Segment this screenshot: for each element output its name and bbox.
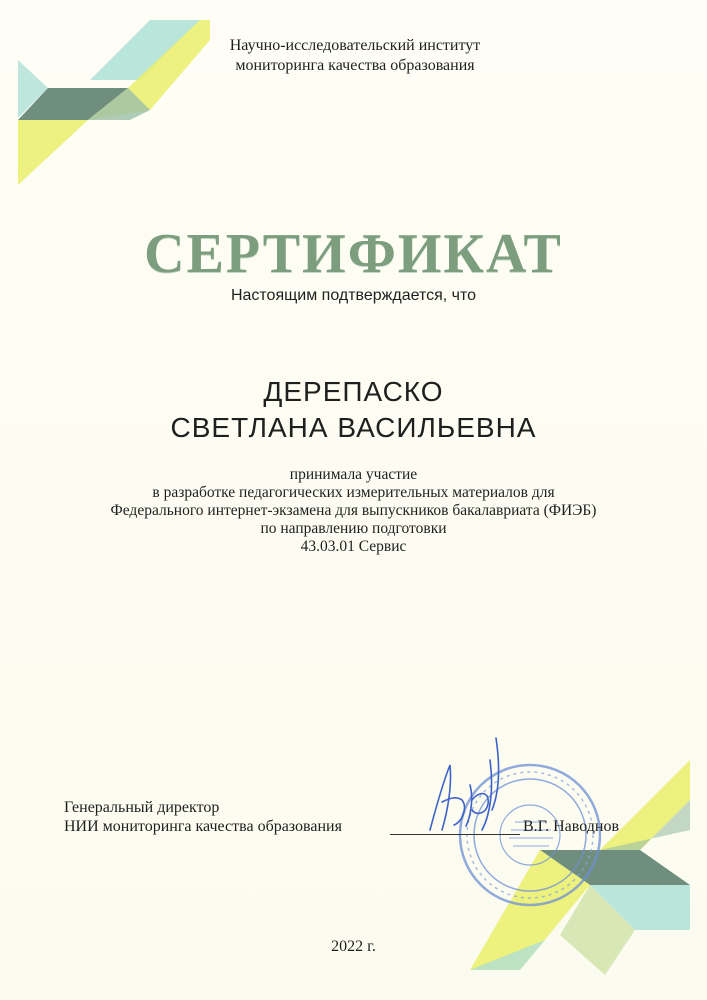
signatory-position-line2: НИИ мониторинга качества образования: [64, 818, 342, 835]
recipient-name: [0, 374, 707, 446]
certificate-year: 2022 г.: [331, 938, 376, 955]
institute-name-line1: Научно-исследовательский институт: [229, 37, 481, 54]
institute-name-line2: мониторинга качества образования: [235, 57, 475, 74]
signatory-position-line1: Генеральный директор: [64, 799, 220, 816]
certificate-body: [40, 466, 667, 556]
body-line-2: в разработке педагогических измерительных материалов для: [152, 484, 555, 501]
body-line-3: Федерального интернет-экзамена для выпускников бакалавриата (ФИЭБ): [110, 502, 597, 519]
institute-header: [170, 36, 540, 76]
recipient-surname: ДЕРЕПАСКО: [263, 376, 444, 407]
signature-line: [390, 834, 520, 835]
recipient-given-names: СВЕТЛАНА ВАСИЛЬЕВНА: [170, 412, 537, 443]
certificate-subtitle: Настоящим подтверждается, что: [230, 287, 477, 304]
body-line-1: принимала участие: [289, 466, 418, 483]
certificate-title: СЕРТИФИКАТ: [144, 223, 563, 285]
body-line-4: по направлению подготовки: [260, 520, 447, 537]
signatory-name: В.Г. Наводнов: [523, 818, 620, 835]
body-line-5: 43.03.01 Сервис: [300, 538, 407, 555]
handwritten-signature: [410, 730, 520, 850]
signatory-position: [64, 798, 342, 836]
